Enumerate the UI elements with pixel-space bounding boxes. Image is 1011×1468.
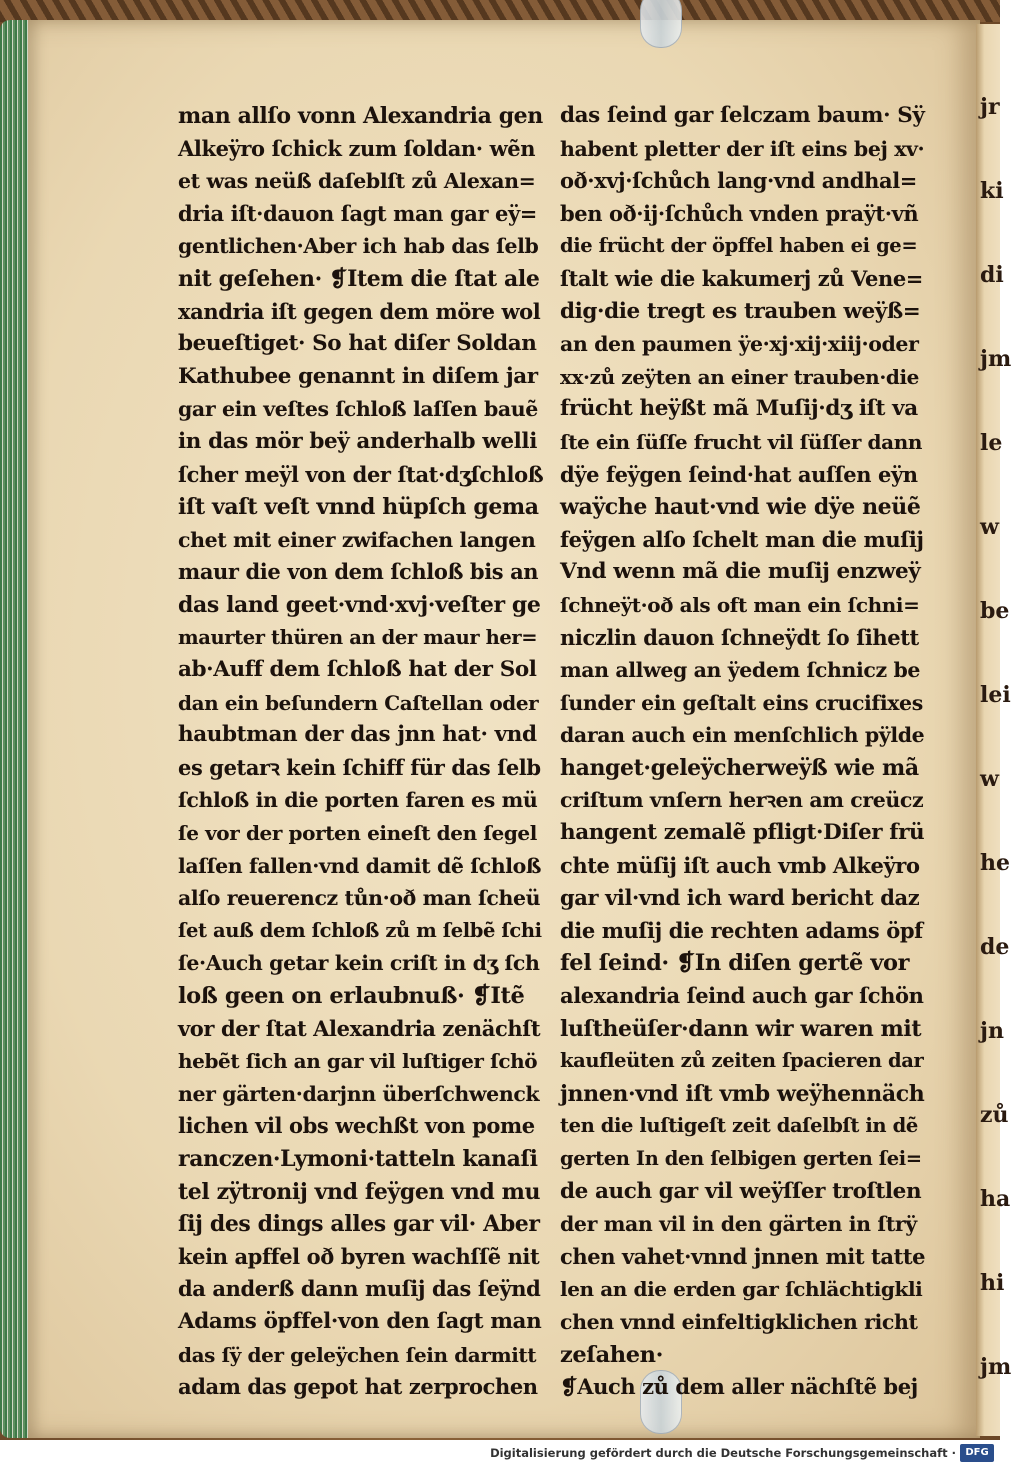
text-line: iſt vaſt veſt vnnd hüpſch gema [178, 494, 539, 521]
text-line: lichen vil obs wechßt von pome [178, 1113, 535, 1139]
text-line: nit geſehen· ❡Item die ſtat ale [178, 265, 540, 292]
text-line: len an die erden gar ſchlächtigkli [560, 1277, 923, 1302]
text-line: an den paumen ÿe·xj·xij·xiij·oder [560, 332, 919, 357]
text-line: ab·Auff dem ſchloß hat der Sol [178, 657, 537, 683]
text-line: feÿgen alſo ſchelt man die muſij [560, 526, 924, 552]
text-line: dig·die tregt es trauben weÿß= [560, 298, 921, 324]
facing-page-edge [976, 24, 1011, 1436]
text-line: maurter thüren an der maur her= [178, 625, 538, 649]
text-line: ſunder ein geſtalt eins crucifixes [560, 690, 923, 715]
text-line: es getarꝛ kein ſchiff für das ſelb [178, 754, 541, 780]
facing-page-fragment: jr [980, 94, 1000, 120]
text-line: ner gärten·darjnn überſchwenck [178, 1081, 540, 1106]
text-line: ſte ein ſüſſe frucht vil ſüſſer dann [560, 429, 922, 454]
text-line: gerten In den ſelbigen gerten ſei= [560, 1147, 922, 1170]
text-line: adam das gepot hat zerprochen [178, 1374, 538, 1400]
text-line: beueſtiget· So hat diſer Soldan [178, 331, 537, 357]
facing-page-fragment: be [980, 598, 1010, 624]
text-line: Alkeÿro ſchick zum ſoldan· wẽn [178, 135, 536, 161]
text-line: ten die luſtigeſt zeit daſelbſt in dẽ [560, 1114, 918, 1138]
text-line: ſtalt wie die kakumerj zů Vene= [560, 265, 923, 291]
text-line: oð·xvj·ſchůch lang·vnd andhal= [560, 168, 917, 194]
facing-page-fragment: he [980, 850, 1010, 876]
text-line: jnnen·vnd iſt vmb weÿhennäch [560, 1080, 925, 1107]
text-line: gar ein veſtes ſchloß laſſen bauẽ [178, 397, 538, 422]
text-line: kein apffel oð byren wachſſẽ nit [178, 1243, 540, 1269]
text-line: laſſen fallen·vnd damit dẽ ſchloß [178, 853, 542, 878]
text-line: frücht heÿßt mã Muſij·dʒ iſt va [560, 396, 918, 422]
text-line: habent pletter der iſt eins bej xv· [560, 136, 925, 161]
marbled-board [0, 0, 1000, 22]
facing-page-fragment: de [980, 934, 1010, 960]
text-line: xx·zů zeÿten an einer trauben·die [560, 364, 919, 389]
text-line: daran auch ein menſchlich pÿlde [560, 723, 925, 748]
facing-page-fragment: jm [980, 346, 1011, 372]
text-line: in das mör beÿ anderhalb welli [178, 428, 537, 454]
text-line: dan ein beſundern Caſtellan oder [178, 690, 539, 715]
page-clip-top [640, 0, 682, 48]
facing-page-fragment: hi [980, 1270, 1005, 1296]
text-line: ranczen·Lymoni·tatteln kanaſi [178, 1146, 538, 1172]
text-line: das land geet·vnd·xvj·veſter ge [178, 591, 541, 618]
text-line: hangent zemalẽ pfligt·Diſer frü [560, 820, 925, 846]
dfg-logo-icon: DFG [960, 1444, 994, 1462]
facing-page-fragment: ki [980, 178, 1004, 204]
text-line: da anderß dann muſij das ſeÿnd [178, 1276, 541, 1302]
text-line: chet mit einer zwifachen langen [178, 527, 536, 552]
text-line: man allſo vonn Alexandria gen [178, 103, 543, 129]
text-line: Kathubee genannt in diſem jar [178, 363, 538, 389]
text-line: chen vahet·vnnd jnnen mit tatte [560, 1243, 926, 1269]
facing-page-fragment: ha [980, 1186, 1011, 1212]
text-column-left [178, 100, 544, 1404]
facing-page-fragment: jn [980, 1018, 1004, 1044]
text-line: Vnd wenn mã die muſij enzweÿ [560, 559, 921, 585]
text-line: vor der ſtat Alexandria zenächſt [178, 1015, 541, 1041]
text-line: xandria iſt gegen dem möre wol [178, 298, 541, 324]
text-line: chte müſij iſt auch vmb Alkeÿro [560, 852, 920, 878]
footer-bar [0, 1440, 1000, 1468]
text-line: waÿche haut·vnd wie dÿe neüẽ [560, 494, 921, 521]
text-line: alexandria ſeind auch gar ſchön [560, 983, 924, 1009]
text-line: ❡Auch zů dem aller nächſtẽ bej [560, 1374, 918, 1400]
text-line: ſcher meÿl von der ſtat·dʒſchloß [178, 461, 544, 487]
text-line: zeſahen· [560, 1341, 664, 1368]
text-line: niczlin dauon ſchneÿdt ſo ſihett [560, 624, 919, 650]
text-line: haubtman der das jnn hat· vnd [178, 722, 537, 748]
facing-page-fragment: jm [980, 1354, 1011, 1380]
text-line: ſe·Auch getar kein criſt in dʒ ſch [178, 951, 540, 976]
text-line: de auch gar vil weÿſſer troſtlen [560, 1178, 922, 1204]
text-line: kaufleüten zů zeiten ſpacieren dar [560, 1049, 924, 1073]
text-column-right [560, 100, 926, 1404]
text-line: das ſÿ der geleÿchen ſein darmitt [178, 1342, 537, 1367]
text-line: ſe vor der porten eineſt den ſegel [178, 821, 537, 846]
facing-page-fragment: w [980, 766, 999, 792]
text-line: chen vnnd einfeltigklichen richt [560, 1309, 918, 1334]
text-line: dria iſt·dauon ſagt man gar eÿ= [178, 200, 537, 226]
text-line: die muſij die rechten adams öpf [560, 917, 923, 943]
facing-page-fragment: w [980, 514, 999, 540]
text-line: das ſeind gar ſelczam baum· Sÿ [560, 103, 925, 128]
facing-page-fragment: lei [980, 682, 1011, 708]
text-line: die frücht der öpffel haben ei ge= [560, 234, 918, 258]
text-line: ben oð·ij·ſchůch vnden praÿt·vñ [560, 200, 919, 226]
text-line: et was neüß daſeblſt zů Alexan= [178, 169, 536, 194]
text-line: criſtum vnſern herꝛen am creücz [560, 788, 924, 813]
text-line: Adams öpffel·von den ſagt man [178, 1308, 542, 1334]
text-line: fel ſeind· ❡In diſen gertẽ vor [560, 950, 910, 977]
facing-page-fragment: le [980, 430, 1003, 456]
text-line: loß geen on erlaubnuß· ❡Itẽ [178, 983, 525, 1010]
text-line: maur die von dem ſchloß bis an [178, 559, 539, 585]
text-line: gar vil·vnd ich ward bericht daz [560, 885, 920, 911]
text-line: dÿe feÿgen ſeind·hat auſſen eÿn [560, 461, 918, 487]
text-line: luſtheüſer·dann wir waren mit [560, 1015, 922, 1042]
text-line: hanget·geleÿcherweÿß wie mã [560, 754, 919, 781]
text-line: hebẽt ſich an gar vil luſtiger ſchö [178, 1049, 538, 1074]
facing-page-fragment: di [980, 262, 1004, 288]
text-line: alſo reuerencz tůn·oð man ſcheü [178, 886, 541, 911]
text-line: gentlichen·Aber ich hab das ſelb [178, 234, 539, 259]
text-line: der man vil in den gärten in ſtrÿ [560, 1212, 917, 1237]
text-line: ſet auß dem ſchloß zů m ſelbẽ ſchi [178, 918, 542, 942]
text-line: man allweg an ÿedem ſchnicz be [560, 658, 921, 683]
text-line: ſchneÿt·oð als oft man ein ſchni= [560, 592, 920, 617]
text-line: tel zÿtronij vnd feÿgen vnd mu [178, 1178, 541, 1205]
funding-credit: Digitalisierung gefördert durch die Deutsche Forschungsgemeinschaft · [490, 1446, 956, 1460]
facing-page-fragment: zů [980, 1102, 1009, 1128]
text-line: ſchloß in die porten faren es mü [178, 788, 538, 813]
text-line: ſij des dings alles gar vil· Aber [178, 1211, 540, 1238]
